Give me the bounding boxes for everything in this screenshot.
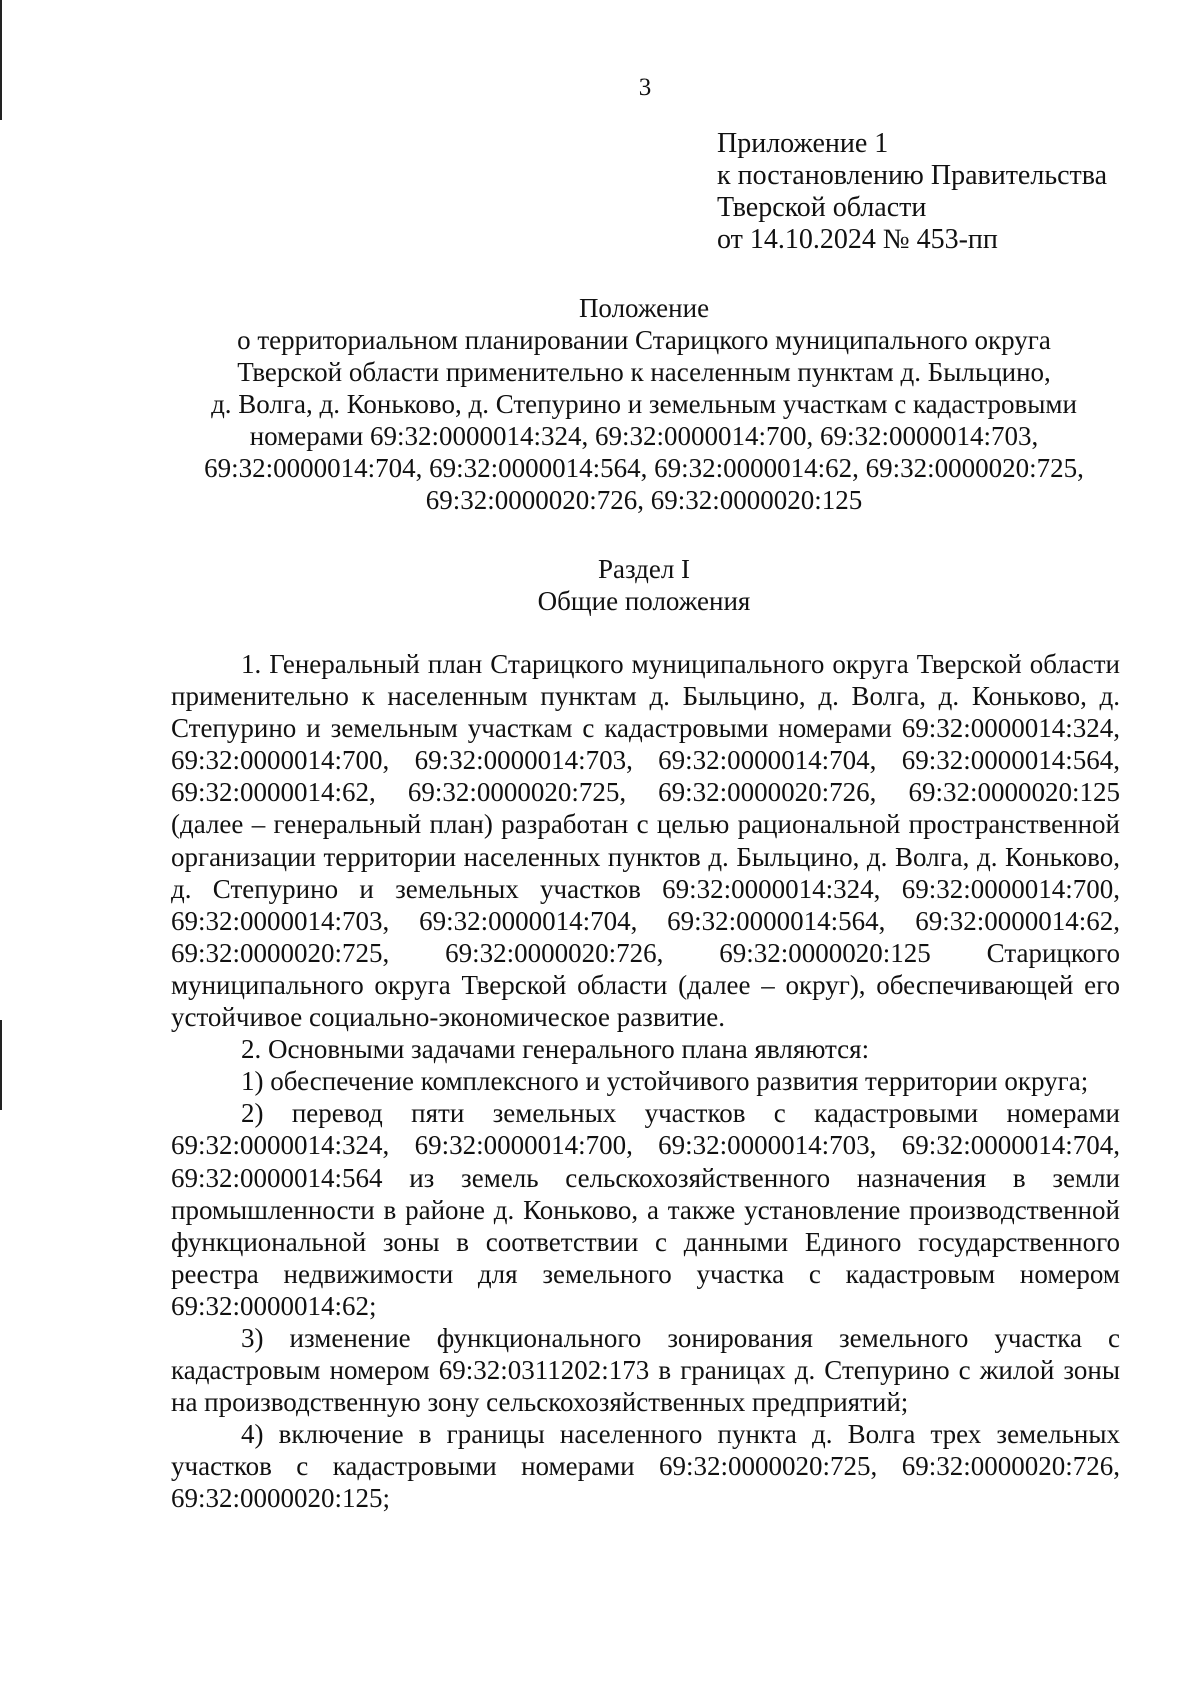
paragraph: 1) обеспечение комплексного и устойчивого развития территории округа;: [241, 1066, 1089, 1097]
paragraph: 4) включение в границы населенного пункта д. Волга трех земельных участков с кадастровыми номерами 69:32:0000020:725, 69:32:0000020:726, 69:32:0000020:125;: [171, 1419, 1120, 1514]
scan-edge-mark: [0, 0, 2, 120]
section-heading: [160, 553, 1128, 617]
body-text: [171, 648, 1120, 1515]
title-line: Положение: [578, 293, 710, 323]
section-number: Раздел I: [597, 554, 691, 584]
title-line: о территориальном планировании Старицкого муниципального округа: [237, 325, 1051, 355]
title-line: 69:32:0000014:704, 69:32:0000014:564, 69:32:0000014:62, 69:32:0000020:725,: [204, 453, 1084, 483]
appendix-header: [717, 128, 1107, 256]
paragraph: 1. Генеральный план Старицкого муниципального округа Тверской области применительно к населенным пунктам д. Быльцино, д. Волга, д. Коньково, д. Степурино и земельным участкам с кадастровыми номерами 69:32:0000014:324, 69:32:0000014:700, 69:32:0000014:703, 69:32:0000014:704, 69:32:0000014:564, 69:32:0000014:62, 69:32:0000020:725, 69:32:0000020:726, 69:32:0000020:125 (далее – генеральный план) разработан с целью рациональной пространственной организации территории населенных пунктов д. Быльцино, д. Волга, д. Коньково, д. Степурино и земельных участков 69:32:0000014:324, 69:32:0000014:700, 69:32:0000014:703, 69:32:0000014:704, 69:32:0000014:564, 69:32:0000014:62, 69:32:0000020:725, 69:32:0000020:726, 69:32:0000020:125 Старицкого муниципального округа Тверской области (далее – округ), обеспечивающей его устойчивое социально-экономическое развитие.: [171, 649, 1120, 1033]
appendix-line: от 14.10.2024 № 453-пп: [717, 224, 998, 255]
paragraph: 3) изменение функционального зонирования земельного участка с кадастровым номером 69:32:0311202:173 в границах д. Степурино с жилой зоны на производственную зону сельскохозяйственных предприятий;: [171, 1322, 1120, 1418]
appendix-line: Приложение 1: [717, 128, 889, 159]
section-title: Общие положения: [537, 586, 751, 616]
paragraph: 2) перевод пяти земельных участков с кадастровыми номерами 69:32:0000014:324, 69:32:0000014:700, 69:32:0000014:703, 69:32:0000014:704, 69:32:0000014:564 из земель сельскохозяйственного назначения в земли промышленности в районе д. Коньково, а также установление производственной функциональной зоны в соответствии с данными Единого государственного реестра недвижимости для земельного участка с кадастровым номером 69:32:0000014:62;: [171, 1098, 1120, 1321]
paragraph: 2. Основными задачами генерального плана являются:: [241, 1034, 870, 1065]
title-line: 69:32:0000020:726, 69:32:0000020:125: [425, 485, 863, 515]
page-number: 3: [638, 74, 652, 101]
title-line: Тверской области применительно к населенным пунктам д. Быльцино,: [237, 357, 1051, 387]
document-title: [160, 292, 1128, 516]
appendix-line: к постановлению Правительства: [717, 160, 1108, 191]
scan-edge-mark: [0, 1020, 2, 1110]
title-line: номерами 69:32:0000014:324, 69:32:0000014:700, 69:32:0000014:703,: [249, 421, 1039, 451]
title-line: д. Волга, д. Коньково, д. Степурино и земельным участкам с кадастровыми: [211, 389, 1077, 419]
appendix-line: Тверской области: [717, 192, 927, 223]
